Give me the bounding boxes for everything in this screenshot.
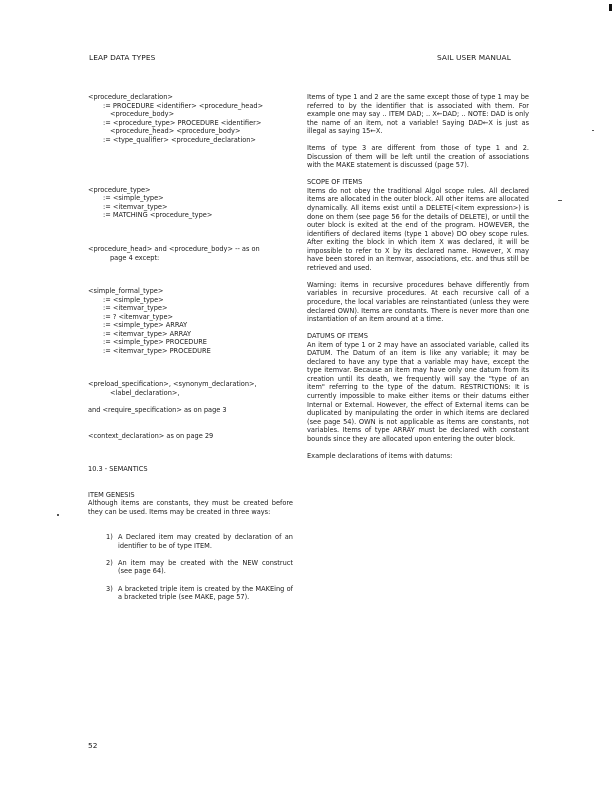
grammar-line: := <itemvar_type> PROCEDURE bbox=[103, 346, 211, 355]
grammar-line: := <simple_type> PROCEDURE bbox=[103, 338, 207, 347]
list-number: 2) bbox=[106, 558, 113, 567]
grammar-line: <simple_formal_type> bbox=[88, 287, 164, 296]
grammar-line: <procedure_head> <procedure_body> bbox=[110, 127, 241, 136]
list-item bbox=[106, 559, 293, 576]
list-number: 3) bbox=[106, 584, 113, 593]
context-note: <context_declaration> as on page 29 bbox=[88, 431, 214, 440]
list-number: 1) bbox=[106, 533, 113, 542]
list-text: An item may be created with the NEW construct (see page 64). bbox=[118, 558, 293, 576]
page-number: 52 bbox=[88, 741, 98, 750]
example-text: Example declarations of items with datums: bbox=[307, 451, 453, 460]
left-column bbox=[88, 93, 293, 602]
list-item bbox=[106, 533, 293, 550]
creation-list bbox=[106, 533, 293, 601]
datums-text: An item of type 1 or 2 may have an associated variable, called its DATUM. The Datum of an item is like any variable; it may be declared to have any type that a variable may have, except the type itemvar. Because an item may have only one datum from its creation until its death, we frequently will say the "type of an item" referring to the type of the datum. RESTRICTIONS: It is currently impossible to make either items or their datums either Internal or External. However, the effect of External items can be duplicated by manipulating the order in which items are declared (see page 54). OWN is not applicable as items are constants, not variables. Items of type ARRAY must be declared with constant bounds since they are allocated upon entering the outer block. bbox=[307, 340, 529, 443]
grammar-line: := <simple_type> bbox=[103, 295, 164, 304]
items-type3-paragraph: Items of type 3 are different from those of type 1 and 2. Discussion of them will be left until the creation of associations with the MAKE statement is discussed (page 57). bbox=[307, 144, 529, 170]
running-header-right: SAIL USER MANUAL bbox=[437, 53, 511, 62]
datums-heading: DATUMS OF ITEMS bbox=[307, 332, 368, 341]
grammar-line: := <itemvar_type> bbox=[103, 304, 168, 313]
grammar-line: <procedure_head> and <procedure_body> -- as on bbox=[88, 244, 260, 253]
grammar-line: := PROCEDURE <identifier> <procedure_head> bbox=[103, 101, 264, 110]
grammar-line: <label_declaration>, bbox=[110, 388, 180, 397]
warning-text: Warning: items in recursive procedures behave differently from variables in recursive procedures. At each recursive call of a procedure, the local variables are reinstantiated (unless they were declared OWN). Items are constants. There is never more than one instantiation of an item around at a time. bbox=[307, 280, 529, 324]
grammar-line: := <simple_type> ARRAY bbox=[103, 321, 188, 330]
grammar-line: := ? <itemvar_type> bbox=[103, 312, 174, 321]
grammar-line: := <itemvar_type> ARRAY bbox=[103, 329, 191, 338]
grammar-line: <preload_specification>, <synonym_declaration>, bbox=[88, 380, 257, 389]
item-genesis-heading: ITEM GENESIS bbox=[88, 490, 135, 499]
grammar-line: := <simple_type> bbox=[103, 194, 164, 203]
scan-speck bbox=[592, 130, 594, 131]
grammar-line: := MATCHING <procedure_type> bbox=[103, 211, 213, 220]
scan-speck bbox=[57, 514, 59, 516]
grammar-line: <procedure_body> bbox=[110, 110, 175, 119]
grammar-line: <procedure_type> bbox=[88, 185, 151, 194]
items-type-paragraph: Items of type 1 and 2 are the same except those of type 1 may be referred to by the identifier that is associated with them. For example one may say .. ITEM DAD; .. X←DAD; .. NOTE: DAD is only the name of an item, not a variable! Saying DAD←X is just as illegal as saying 15←X. bbox=[307, 93, 529, 136]
simple-formal-type-grammar bbox=[88, 287, 293, 355]
grammar-line: := <type_qualifier> <procedure_declaration> bbox=[103, 135, 256, 144]
grammar-line: <procedure_declaration> bbox=[88, 93, 173, 101]
list-item bbox=[106, 585, 293, 602]
procedure-declaration-grammar bbox=[88, 93, 293, 144]
grammar-line: := <procedure_type> PROCEDURE <identifier> bbox=[103, 118, 262, 127]
require-note: and <require_specification> as on page 3 bbox=[88, 406, 227, 415]
grammar-line: := <itemvar_type> bbox=[103, 202, 168, 211]
item-genesis-text: Although items are constants, they must be created before they can be used. Items may be created in three ways: bbox=[88, 499, 293, 516]
list-text: A Declared item may created by declaration of an identifier to be of type ITEM. bbox=[118, 533, 293, 550]
grammar-line: page 4 except: bbox=[110, 253, 160, 262]
scope-text: Items do not obey the traditional Algol scope rules. All declared items are allocated in the outer block. All other items are allocated dynamically. All items exist until a DELETE(<item expression>) is done on them (see page 56 for the details of DELETE), or until the outer block is exited at the end of the program. HOWEVER, the identifiers of declared items (type 1 above) DO obey scope rules. After exiting the block in which item X was declared, it will be impossible to refer to X by its declared name. However, X may have been stored in an itemvar, associations, etc. and thus still be retrieved and used. bbox=[307, 186, 529, 272]
running-header-left: LEAP DATA TYPES bbox=[89, 53, 156, 62]
scope-heading: SCOPE OF ITEMS bbox=[307, 178, 363, 187]
list-text: A bracketed triple item is created by the MAKEing of a bracketed triple (see MAKE, page 57). bbox=[118, 584, 293, 602]
right-column bbox=[307, 93, 529, 460]
procedure-head-note bbox=[88, 245, 293, 262]
preload-note bbox=[88, 380, 293, 397]
scan-speck bbox=[558, 200, 562, 201]
section-title: 10.3 - SEMANTICS bbox=[88, 465, 148, 474]
procedure-type-grammar bbox=[88, 186, 293, 220]
